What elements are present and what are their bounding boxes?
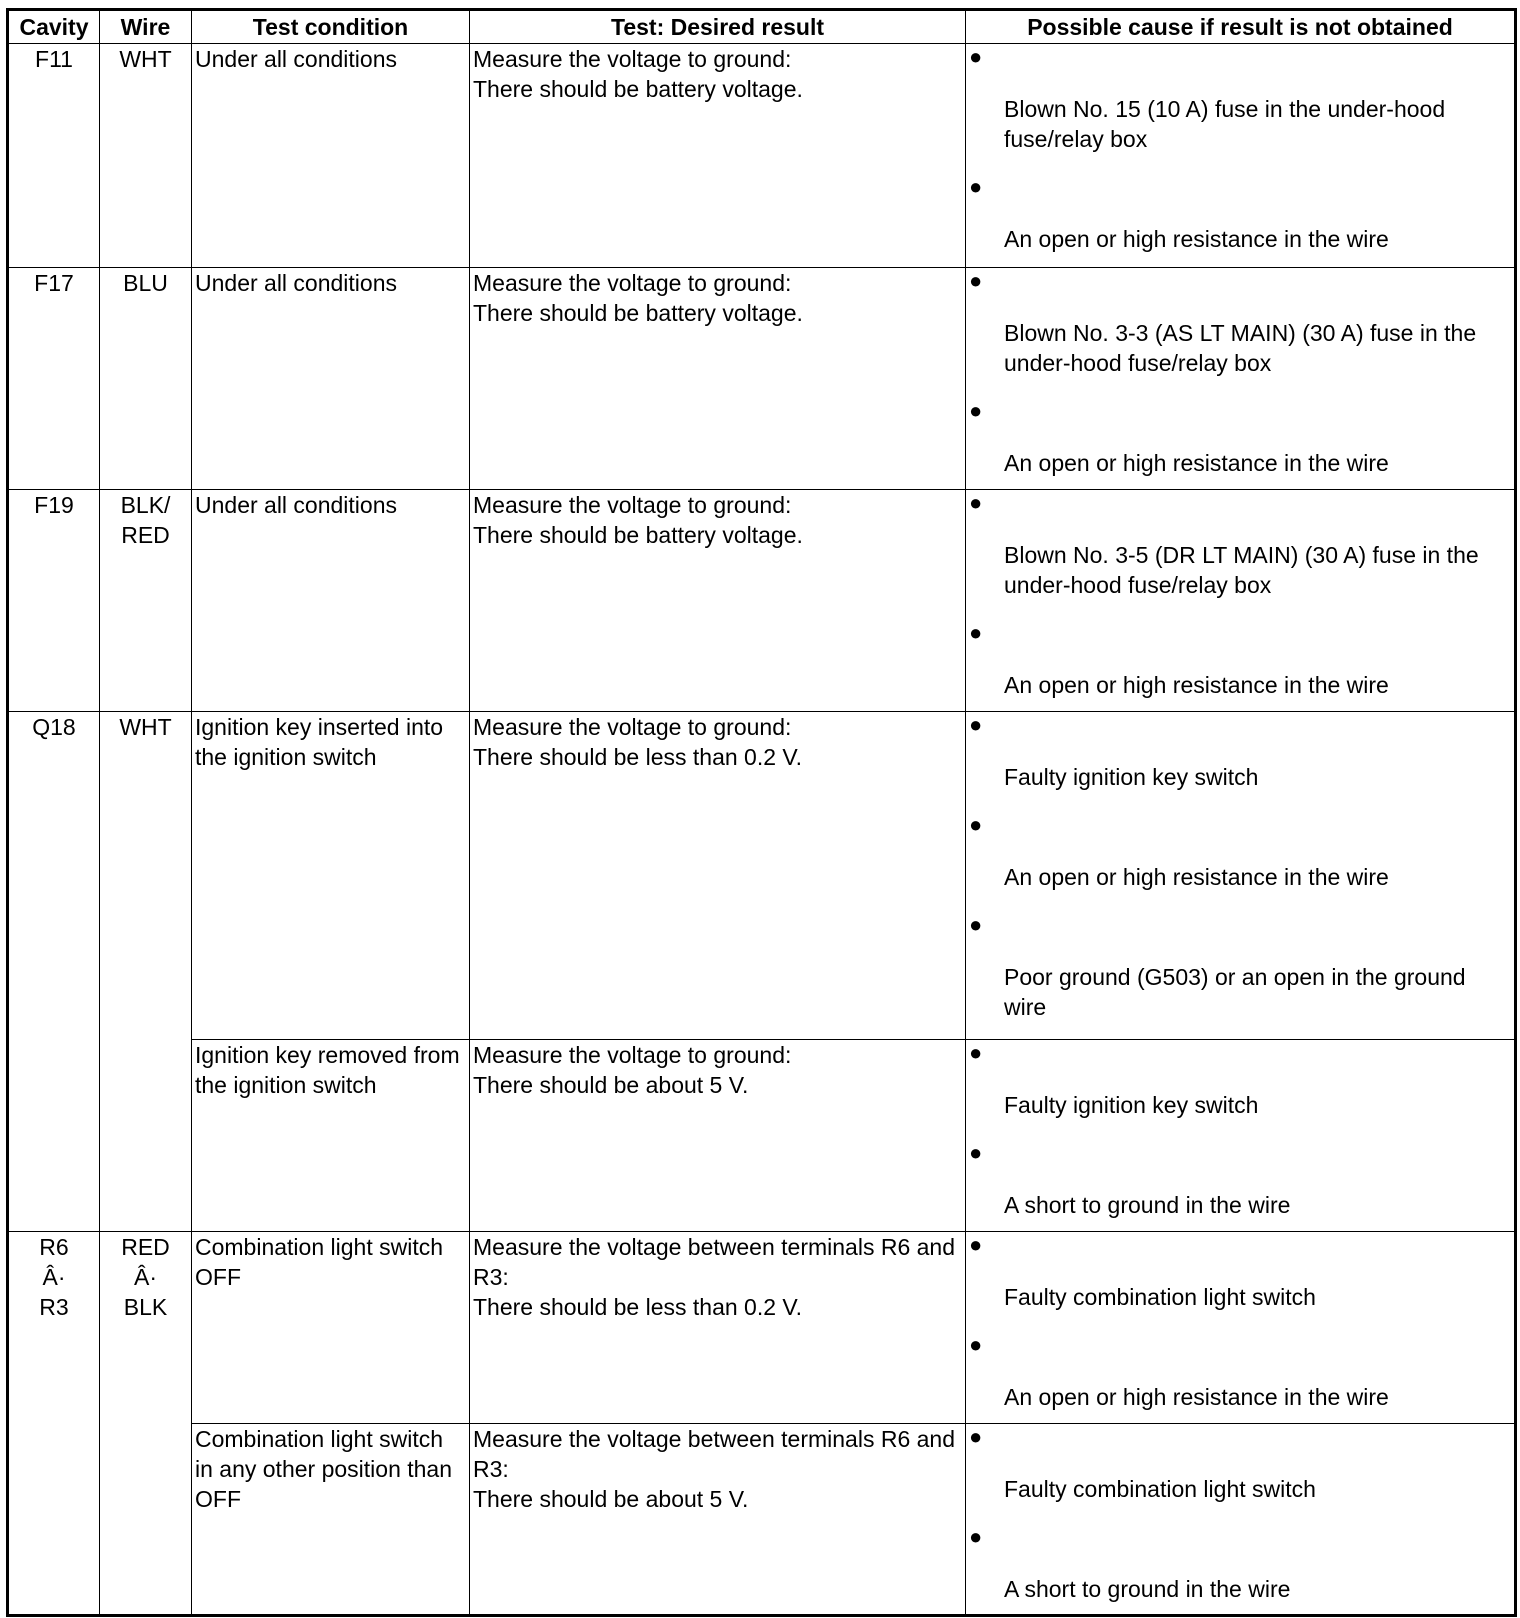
desired-result-cell: Measure the voltage between terminals R6 and R3: There should be about 5 V. <box>470 1424 966 1616</box>
possible-causes-cell <box>966 1424 1516 1616</box>
table-row-r6-r3-other <box>8 1424 1516 1616</box>
table-row-f11 <box>8 44 1516 268</box>
possible-causes-cell <box>966 268 1516 490</box>
cause-text: A short to ground in the wire <box>1004 1576 1291 1602</box>
test-condition-cell: Combination light switch in any other position than OFF <box>192 1424 470 1616</box>
cause-item <box>969 912 1511 1022</box>
possible-causes-cell <box>966 1232 1516 1424</box>
table-row-q18-key-removed <box>8 1040 1516 1232</box>
cause-text: An open or high resistance in the wire <box>1004 864 1389 890</box>
possible-causes-cell <box>966 490 1516 712</box>
cause-item <box>969 1332 1511 1412</box>
bullet-icon: ● <box>969 1332 983 1357</box>
bullet-icon: ● <box>969 44 983 69</box>
cause-item <box>969 812 1511 892</box>
cause-text: Blown No. 3-5 (DR LT MAIN) (30 A) fuse in the under-hood fuse/relay box <box>1004 542 1479 598</box>
bullet-icon: ● <box>969 1140 983 1165</box>
cause-text: Faulty combination light switch <box>1004 1284 1316 1310</box>
bullet-icon: ● <box>969 912 983 937</box>
table-row-q18-key-inserted <box>8 712 1516 1040</box>
desired-result-cell: Measure the voltage between terminals R6 and R3: There should be less than 0.2 V. <box>470 1232 966 1424</box>
table-row-r6-r3-off <box>8 1232 1516 1424</box>
desired-result-cell: Measure the voltage to ground: There should be battery voltage. <box>470 490 966 712</box>
terminal-test-table <box>6 8 1517 1617</box>
wire-cell: RED Â· BLK <box>100 1232 192 1616</box>
bullet-icon: ● <box>969 268 983 293</box>
bullet-icon: ● <box>969 174 983 199</box>
wire-cell: BLK/ RED <box>100 490 192 712</box>
header-wire: Wire <box>100 10 192 44</box>
possible-causes-cell <box>966 712 1516 1040</box>
cavity-cell: F19 <box>8 490 100 712</box>
cause-item <box>969 490 1511 600</box>
header-row <box>8 10 1516 44</box>
wire-cell: WHT <box>100 44 192 268</box>
test-condition-cell: Under all conditions <box>192 268 470 490</box>
wire-cell: WHT <box>100 712 192 1232</box>
bullet-icon: ● <box>969 712 983 737</box>
header-test-condition: Test condition <box>192 10 470 44</box>
bullet-icon: ● <box>969 1040 983 1065</box>
cause-text: Faulty combination light switch <box>1004 1476 1316 1502</box>
cause-text: An open or high resistance in the wire <box>1004 226 1389 252</box>
bullet-icon: ● <box>969 1524 983 1549</box>
test-condition-cell: Combination light switch OFF <box>192 1232 470 1424</box>
test-condition-cell: Under all conditions <box>192 490 470 712</box>
desired-result-cell: Measure the voltage to ground: There should be about 5 V. <box>470 1040 966 1232</box>
bullet-icon: ● <box>969 620 983 645</box>
cause-item <box>969 174 1511 254</box>
test-condition-cell: Under all conditions <box>192 44 470 268</box>
cause-item <box>969 1140 1511 1220</box>
cause-text: Poor ground (G503) or an open in the ground wire <box>1004 964 1466 1020</box>
desired-result-cell: Measure the voltage to ground: There should be battery voltage. <box>470 268 966 490</box>
table-row-f19 <box>8 490 1516 712</box>
cause-item <box>969 398 1511 478</box>
header-cavity: Cavity <box>8 10 100 44</box>
cause-item <box>969 712 1511 792</box>
cavity-cell: R6 Â· R3 <box>8 1232 100 1616</box>
cause-text: Blown No. 15 (10 A) fuse in the under-hood fuse/relay box <box>1004 96 1446 152</box>
header-possible-cause: Possible cause if result is not obtained <box>966 10 1516 44</box>
possible-causes-cell <box>966 1040 1516 1232</box>
possible-causes-cell <box>966 44 1516 268</box>
header-desired-result: Test: Desired result <box>470 10 966 44</box>
cause-item <box>969 1040 1511 1120</box>
cause-item <box>969 1524 1511 1604</box>
cause-text: Blown No. 3-3 (AS LT MAIN) (30 A) fuse in the under-hood fuse/relay box <box>1004 320 1477 376</box>
desired-result-cell: Measure the voltage to ground: There should be less than 0.2 V. <box>470 712 966 1040</box>
cause-item <box>969 620 1511 700</box>
bullet-icon: ● <box>969 1232 983 1257</box>
desired-result-cell: Measure the voltage to ground: There should be battery voltage. <box>470 44 966 268</box>
cause-text: An open or high resistance in the wire <box>1004 1384 1389 1410</box>
cavity-cell: F11 <box>8 44 100 268</box>
bullet-icon: ● <box>969 812 983 837</box>
cause-text: A short to ground in the wire <box>1004 1192 1291 1218</box>
cause-text: An open or high resistance in the wire <box>1004 672 1389 698</box>
cause-item <box>969 1424 1511 1504</box>
table-row-f17 <box>8 268 1516 490</box>
bullet-icon: ● <box>969 1424 983 1449</box>
cause-text: Faulty ignition key switch <box>1004 1092 1259 1118</box>
wire-cell: BLU <box>100 268 192 490</box>
test-condition-cell: Ignition key removed from the ignition switch <box>192 1040 470 1232</box>
bullet-icon: ● <box>969 398 983 423</box>
cause-text: Faulty ignition key switch <box>1004 764 1259 790</box>
cause-item <box>969 44 1511 154</box>
cavity-cell: Q18 <box>8 712 100 1232</box>
cavity-cell: F17 <box>8 268 100 490</box>
cause-text: An open or high resistance in the wire <box>1004 450 1389 476</box>
bullet-icon: ● <box>969 490 983 515</box>
cause-item <box>969 1232 1511 1312</box>
cause-item <box>969 268 1511 378</box>
test-condition-cell: Ignition key inserted into the ignition switch <box>192 712 470 1040</box>
